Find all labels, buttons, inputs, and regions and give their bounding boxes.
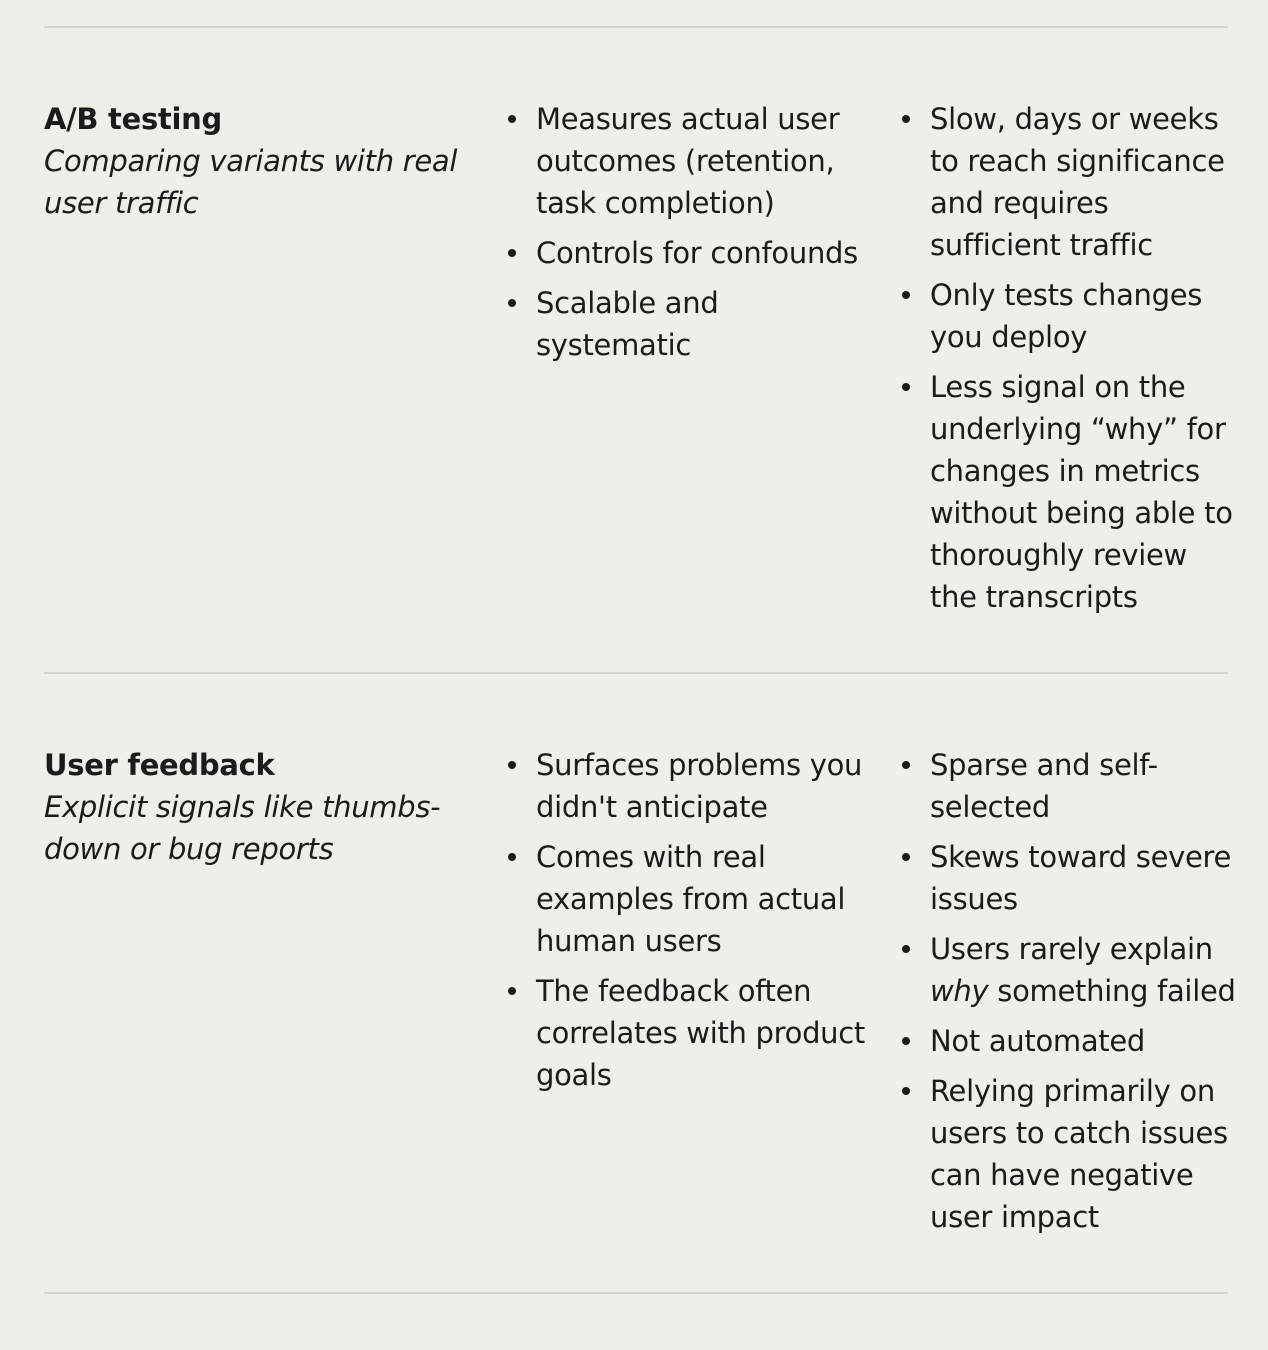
pros-list (506, 98, 876, 366)
list-item (900, 1020, 1240, 1062)
bullet-icon (902, 853, 910, 861)
list-item-text-lead: Users rarely explain (930, 932, 1213, 966)
comparison-table (44, 26, 1236, 1294)
list-item-text: Less signal on the underlying “why” for changes in metrics without being able to thoroughly review the transcripts (930, 370, 1233, 614)
bullet-icon (902, 1037, 910, 1045)
list-item-text: Relying primarily on users to catch issues can have negative user impact (930, 1074, 1228, 1234)
list-item (900, 928, 1240, 1012)
pros-cell (506, 744, 876, 1104)
bullet-icon (508, 299, 516, 307)
method-description: Comparing variants with real user traffic (44, 144, 458, 220)
list-item-text: Comes with real examples from actual human users (536, 840, 846, 958)
bullet-icon (902, 761, 910, 769)
list-item-text-rest: something failed (997, 974, 1236, 1008)
bullet-icon (508, 115, 516, 123)
bullet-icon (902, 945, 910, 953)
bullet-icon (902, 383, 910, 391)
list-item-text: Measures actual user outcomes (retention, task completion) (536, 102, 840, 220)
method-cell (44, 98, 464, 224)
list-item-text: Surfaces problems you didn't anticipate (536, 748, 863, 824)
list-item (900, 1070, 1240, 1238)
list-item (900, 98, 1240, 266)
bullet-icon (508, 249, 516, 257)
list-item-text: Scalable and systematic (536, 286, 719, 362)
list-item (506, 836, 876, 962)
list-item-text: The feedback often correlates with product goals (536, 974, 865, 1092)
cons-cell (900, 98, 1240, 626)
method-cell (44, 744, 464, 870)
list-item (506, 282, 876, 366)
list-item (506, 970, 876, 1096)
list-item-text (930, 928, 1240, 1012)
list-item (506, 98, 876, 224)
bullet-icon (508, 987, 516, 995)
list-item-text: Only tests changes you deploy (930, 278, 1203, 354)
method-name: A/B testing (44, 102, 222, 136)
list-item (900, 274, 1240, 358)
cons-cell (900, 744, 1240, 1246)
list-item-text-emphasis: why (930, 974, 989, 1008)
bullet-icon (902, 291, 910, 299)
pros-cell (506, 98, 876, 374)
bullet-icon (508, 853, 516, 861)
method-description: Explicit signals like thumbs-down or bug reports (44, 790, 441, 866)
list-item (506, 744, 876, 828)
bullet-icon (902, 115, 910, 123)
cons-list (900, 98, 1240, 618)
list-item (900, 836, 1240, 920)
method-name: User feedback (44, 748, 275, 782)
bullet-icon (902, 1087, 910, 1095)
list-item (900, 366, 1240, 618)
table-row (44, 28, 1233, 674)
cons-list (900, 744, 1240, 1238)
list-item (900, 744, 1240, 828)
list-item-text: Slow, days or weeks to reach significance and requires sufficient traffic (930, 102, 1225, 262)
table-row (44, 674, 1236, 1294)
list-item-text: Sparse and self-selected (930, 748, 1158, 824)
list-item-text: Controls for confounds (536, 236, 858, 270)
list-item-text: Not automated (930, 1024, 1146, 1058)
list-item-text: Skews toward severe issues (930, 840, 1232, 916)
bullet-icon (508, 761, 516, 769)
pros-list (506, 744, 876, 1096)
list-item (506, 232, 876, 274)
